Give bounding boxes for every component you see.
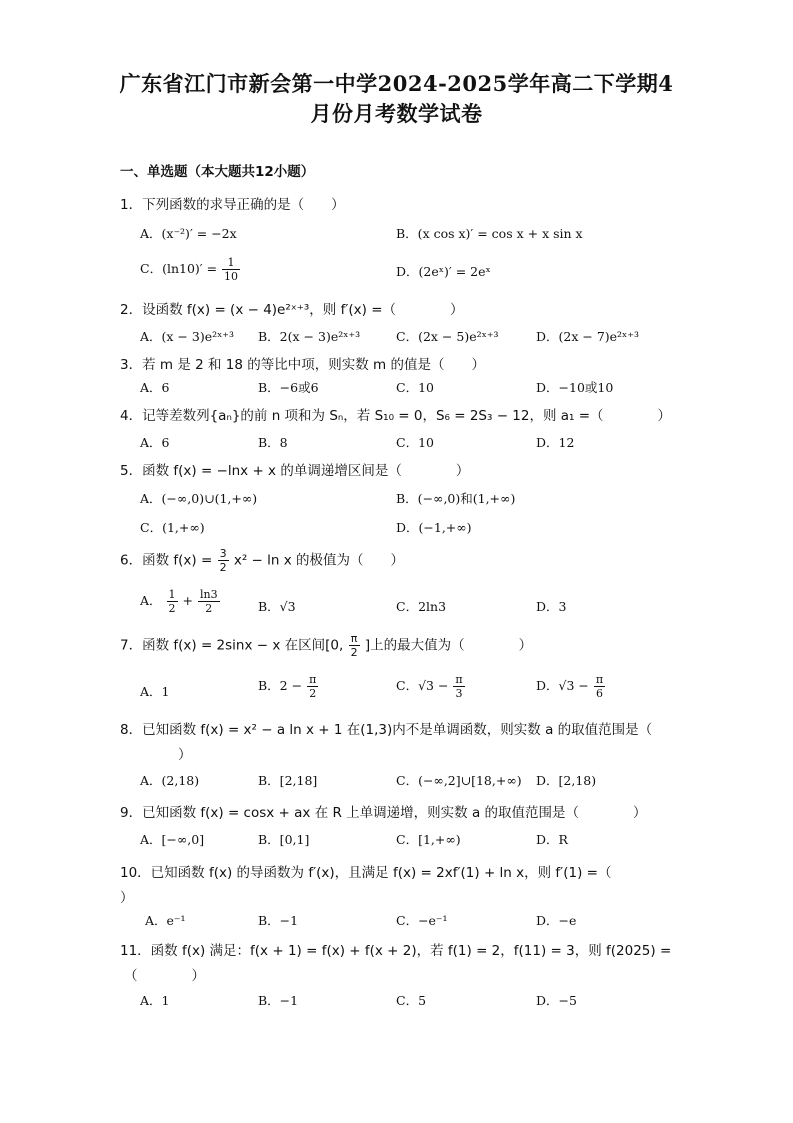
fraction-denominator: 2 xyxy=(205,602,213,615)
question-7-stem-text: ]上的最大值为（ ） xyxy=(364,637,533,654)
fraction-denominator: 2 xyxy=(309,687,317,700)
question-7-option-a: A．1 xyxy=(140,684,170,699)
question-9-option-b: B．[0,1] xyxy=(258,832,310,847)
question-1-option-c-text: C．(ln10)′ = xyxy=(140,261,218,276)
question-6-option-a xyxy=(140,588,221,615)
question-10-option-d: D．−e xyxy=(536,913,577,928)
question-6-stem-text: 6．函数 f(x) = xyxy=(120,552,213,569)
question-6-option-b: B．√3 xyxy=(258,599,296,614)
question-7-option-c-text: C．√3 − xyxy=(396,678,449,693)
fraction-numerator: 3 xyxy=(219,547,227,560)
section-heading: 一、单选题（本大题共12小题） xyxy=(120,164,315,180)
exam-title-line2: 月份月考数学试卷 xyxy=(310,101,483,126)
question-1-stem: 1．下列函数的求导正确的是（ ） xyxy=(120,197,345,213)
question-4-stem: 4．记等差数列{aₙ}的前 n 项和为 Sₙ，若 S₁₀ = 0，S₆ = 2S₃ − 12，则 a₁ =（ ） xyxy=(120,408,672,424)
question-2-option-b: B．2(x − 3)e²ˣ⁺³ xyxy=(258,329,361,344)
question-10-option-b: B．−1 xyxy=(258,913,299,928)
question-6-option-a-text: A． xyxy=(140,593,162,608)
question-10-stem: 10．已知函数 f(x) 的导函数为 f′(x)，且满足 f(x) = 2xf′(1) + ln x，则 f′(1) =（ xyxy=(120,865,612,881)
question-7-option-d-text: D．√3 − xyxy=(536,678,589,693)
fraction-denominator: 10 xyxy=(224,270,239,283)
question-11-option-a: A．1 xyxy=(140,993,170,1008)
fraction-numerator: 1 xyxy=(222,256,240,270)
fraction xyxy=(222,256,240,283)
question-8-option-a: A．(2,18) xyxy=(140,773,200,788)
question-3-option-c: C．10 xyxy=(396,380,434,395)
question-7-option-b-text: B．2 − xyxy=(258,678,303,693)
question-8-stem-close: ） xyxy=(178,747,192,763)
fraction xyxy=(307,673,318,700)
question-2-option-c: C．(2x − 5)e²ˣ⁺³ xyxy=(396,329,499,344)
question-10-option-a: A．e⁻¹ xyxy=(145,913,186,928)
question-2-stem: 2．设函数 f(x) = (x − 4)e²ˣ⁺³，则 f′(x) =（ ） xyxy=(120,302,464,318)
fraction-numerator: π xyxy=(455,673,463,686)
fraction-numerator: 1 xyxy=(168,588,176,601)
fraction xyxy=(594,673,605,700)
question-11-option-d: D．−5 xyxy=(536,993,577,1008)
fraction xyxy=(453,673,464,700)
question-3-option-d: D．−10或10 xyxy=(536,380,614,395)
question-2-option-a: A．(x − 3)e²ˣ⁺³ xyxy=(140,329,235,344)
question-8-option-b: B．[2,18] xyxy=(258,773,318,788)
question-6-stem xyxy=(120,547,404,574)
question-1-option-c xyxy=(140,256,241,283)
question-7-option-b xyxy=(258,673,319,700)
question-5-option-a: A．(−∞,0)∪(1,+∞) xyxy=(140,491,258,506)
fraction xyxy=(218,547,229,574)
question-8-option-c: C．(−∞,2]∪[18,+∞) xyxy=(396,773,522,788)
question-10-stem-close: ） xyxy=(120,890,134,906)
fraction-denominator: 3 xyxy=(455,687,463,700)
question-6-option-d: D．3 xyxy=(536,599,567,614)
question-11-stem-close: （ ） xyxy=(124,968,205,984)
question-9-stem: 9．已知函数 f(x) = cosx + ax 在 R 上单调递增，则实数 a 的取值范围是（ ） xyxy=(120,805,647,821)
question-7-option-d xyxy=(536,673,606,700)
question-9-option-a: A．[−∞,0] xyxy=(140,832,205,847)
question-2-option-d: D．(2x − 7)e²ˣ⁺³ xyxy=(536,329,639,344)
fraction-denominator: 2 xyxy=(350,646,358,659)
question-11-option-c: C．5 xyxy=(396,993,427,1008)
question-7-stem-text: 7．函数 f(x) = 2sinx − x 在区间[0, xyxy=(120,637,344,654)
question-8-option-d: D．[2,18) xyxy=(536,773,597,788)
question-5-stem: 5．函数 f(x) = −lnx + x 的单调递增区间是（ ） xyxy=(120,463,470,479)
fraction-numerator: π xyxy=(349,632,360,646)
question-11-stem: 11．函数 f(x) 满足：f(x + 1) = f(x) + f(x + 2)，若 f(1) = 2，f(11) = 3，则 f(2025) = xyxy=(120,943,672,959)
fraction xyxy=(198,588,220,615)
question-3-stem: 3．若 m 是 2 和 18 的等比中项，则实数 m 的值是（ ） xyxy=(120,357,485,373)
fraction-numerator: π xyxy=(595,673,604,686)
plus-sign: + xyxy=(182,593,193,608)
question-6-stem-text: x² − ln x 的极值为（ ） xyxy=(233,552,405,569)
question-4-option-c: C．10 xyxy=(396,435,434,450)
question-5-option-b: B．(−∞,0)和(1,+∞) xyxy=(396,491,516,506)
question-11-option-b: B．−1 xyxy=(258,993,299,1008)
question-3-option-b: B．−6或6 xyxy=(258,380,319,395)
fraction xyxy=(349,632,360,659)
fraction-denominator: 2 xyxy=(168,602,176,615)
question-4-option-a: A．6 xyxy=(140,435,170,450)
fraction xyxy=(167,588,178,615)
question-3-option-a: A．6 xyxy=(140,380,170,395)
question-4-option-d: D．12 xyxy=(536,435,575,450)
question-5-option-d: D．(−1,+∞) xyxy=(396,520,472,535)
fraction-numerator: π xyxy=(309,673,317,686)
question-1-option-d: D．(2eˣ)′ = 2eˣ xyxy=(396,264,491,279)
question-1-option-a: A．(x⁻²)′ = −2x xyxy=(140,226,237,241)
question-10-option-c: C．−e⁻¹ xyxy=(396,913,448,928)
question-7-stem xyxy=(120,632,532,659)
fraction-denominator: 2 xyxy=(219,561,227,574)
question-5-option-c: C．(1,+∞) xyxy=(140,520,205,535)
question-1-option-b: B．(x cos x)′ = cos x + x sin x xyxy=(396,226,583,241)
question-7-option-c xyxy=(396,673,466,700)
exam-title-line1: 广东省江门市新会第一中学2024-2025学年高二下学期4 xyxy=(119,71,674,96)
fraction-denominator: 6 xyxy=(595,687,603,700)
question-4-option-b: B．8 xyxy=(258,435,288,450)
question-9-option-d: D．R xyxy=(536,832,568,847)
question-8-stem: 8．已知函数 f(x) = x² − a ln x + 1 在(1,3)内不是单调函数，则实数 a 的取值范围是（ xyxy=(120,722,653,738)
fraction-numerator: ln3 xyxy=(199,588,218,601)
question-6-option-c: C．2ln3 xyxy=(396,599,447,614)
question-9-option-c: C．[1,+∞) xyxy=(396,832,461,847)
